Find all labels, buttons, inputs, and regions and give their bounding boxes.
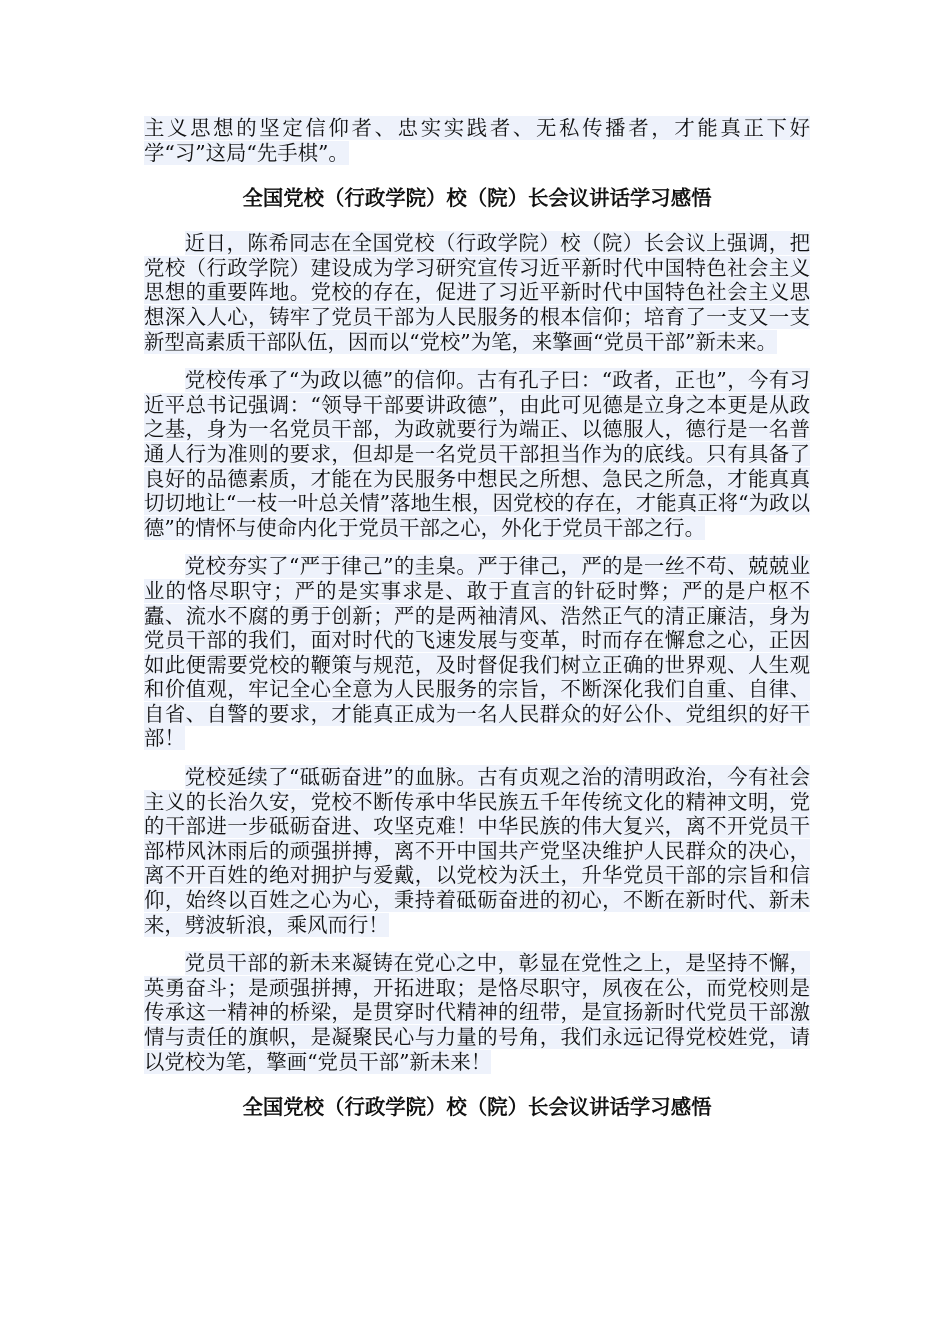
paragraph-intro bbox=[144, 231, 810, 354]
section-heading: 全国党校（行政学院）校（院）长会议讲话学习感悟 bbox=[242, 186, 712, 211]
paragraph-striving bbox=[144, 765, 810, 937]
paragraph-text: 党校传承了“为政以德”的信仰。古有孔子曰：“政者，正也”，今有习近平总书记强调：“领导干部要讲政德”，由此可见德是立身之本更是从政之基，身为一名党员干部，为政就要行为端正、以德服人，德行是一名普通人行为准则的要求，但却是一名党员干部担当作为的底线。只有具备了良好的品德素质，才能在为民服务中想民之所想、急民之所急，才能真真切切地让“一枝一叶总关情”落地生根，因党校的存在，才能真正将“为政以德”的情怀与使命内化于党员干部之心，外化于党员干部之行。 bbox=[144, 368, 810, 540]
paragraph-text: 主义思想的坚定信仰者、忠实实践者、无私传播者，才能真正下好学“习”这局“先手棋”。 bbox=[144, 116, 810, 165]
paragraph-text: 党校夯实了“严于律己”的圭臬。严于律己，严的是一丝不苟、兢兢业业的恪尽职守；严的是实事求是、敢于直言的针砭时弊；严的是户枢不蠹、流水不腐的勇于创新；严的是两袖清风、浩然正气的清正廉洁，身为党员干部的我们，面对时代的飞速发展与变革，时而存在懈怠之心，正因如此便需要党校的鞭策与规范，及时督促我们树立正确的世界观、人生观和价值观，牢记全心全意为人民服务的宗旨，不断深化我们自重、自律、自省、自警的要求，才能真正成为一名人民群众的好公仆、党组织的好干部！ bbox=[144, 554, 810, 751]
paragraph-continued bbox=[144, 116, 810, 165]
paragraph-conclusion bbox=[144, 951, 810, 1074]
document-body bbox=[144, 116, 810, 1140]
paragraph-discipline bbox=[144, 554, 810, 751]
paragraph-text: 近日，陈希同志在全国党校（行政学院）校（院）长会议上强调，把党校（行政学院）建设成为学习研究宣传习近平新时代中国特色社会主义思想的重要阵地。党校的存在，促进了习近平新时代中国特色社会主义思想深入人心，铸牢了党员干部为人民服务的根本信仰；培育了一支又一支新型高素质干部队伍，因而以“党校”为笔，来擎画“党员干部”新未来。 bbox=[144, 231, 810, 354]
section-heading: 全国党校（行政学院）校（院）长会议讲话学习感悟 bbox=[242, 1095, 712, 1120]
paragraph-virtue bbox=[144, 368, 810, 540]
paragraph-text: 党校延续了“砥砺奋进”的血脉。古有贞观之治的清明政治，今有社会主义的长治久安，党校不断传承中华民族五千年传统文化的精神文明，党的干部进一步砥砺奋进、攻坚克难！中华民族的伟大复兴，离不开党员干部栉风沐雨后的顽强拼搏，离不开中国共产党坚决维护人民群众的决心，离不开百姓的绝对拥护与爱戴，以党校为沃土，升华党员干部的宗旨和信仰，始终以百姓之心为心，秉持着砥砺奋进的初心，不断在新时代、新未来，劈波斩浪，乘风而行！ bbox=[144, 765, 810, 937]
paragraph-text: 党员干部的新未来凝铸在党心之中，彰显在党性之上，是坚持不懈，英勇奋斗；是顽强拼搏，开拓进取；是恪尽职守，夙夜在公，而党校则是传承这一精神的桥梁，是贯穿时代精神的纽带，是宣扬新时代党员干部激情与责任的旗帜，是凝聚民心与力量的号角，我们永远记得党校姓党，请以党校为笔，擎画“党员干部”新未来！ bbox=[144, 951, 810, 1074]
